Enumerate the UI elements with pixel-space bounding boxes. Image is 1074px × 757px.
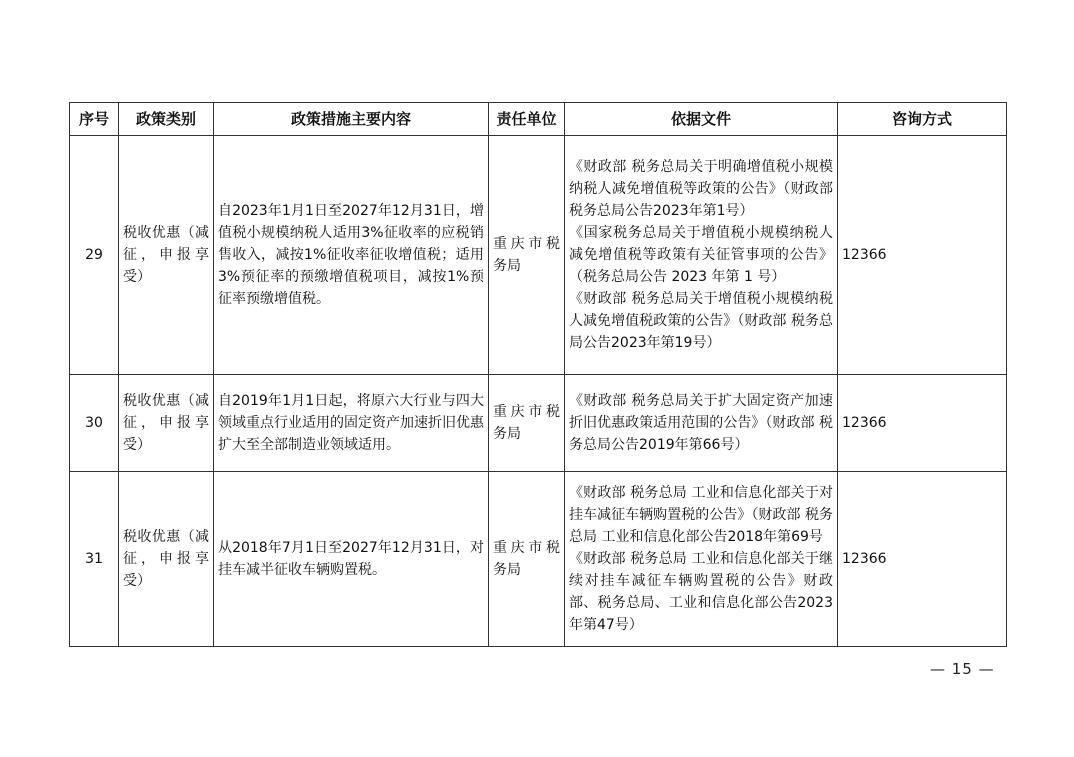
basis-document: 《财政部 税务总局 工业和信息化部关于对挂车减征车辆购置税的公告》（财政部 税务总局 工业和信息化部公告2018年第69号 [569,485,833,545]
policy-table [69,102,1007,647]
responsible-unit: 重庆市税务局 [489,136,565,375]
policy-content: 自2019年1月1日起，将原六大行业与四大领域重点行业适用的固定资产加速折旧优惠扩大至全部制造业领域适用。 [214,375,489,472]
header-content: 政策措施主要内容 [214,103,489,136]
row-number: 31 [70,472,119,647]
row-number: 30 [70,375,119,472]
table-header-row [70,103,1007,136]
policy-category: 税收优惠（减征，申报享受） [119,375,214,472]
policy-category: 税收优惠（减征，申报享受） [119,472,214,647]
basis-document: 《财政部 税务总局关于增值税小规模纳税人减免增值税政策的公告》（财政部 税务总局公告2023年第19号） [569,291,833,351]
header-category: 政策类别 [119,103,214,136]
contact-method: 12366 [838,375,1007,472]
row-number: 29 [70,136,119,375]
basis-document: 《财政部 税务总局 工业和信息化部关于继续对挂车减征车辆购置税的公告》财政部、税务总局、工业和信息化部公告2023年第47号） [569,551,833,633]
basis-documents [565,136,838,375]
policy-category: 税收优惠（减征，申报享受） [119,136,214,375]
policy-content: 从2018年7月1日至2027年12月31日，对挂车减半征收车辆购置税。 [214,472,489,647]
page-number: — 15 — [930,660,995,678]
basis-document: 《财政部 税务总局关于扩大固定资产加速折旧优惠政策适用范围的公告》（财政部 税务总局公告2019年第66号） [569,393,833,453]
basis-documents [565,472,838,647]
basis-documents [565,375,838,472]
contact-method: 12366 [838,472,1007,647]
table-row [70,472,1007,647]
header-unit: 责任单位 [489,103,565,136]
table-row [70,136,1007,375]
contact-method: 12366 [838,136,1007,375]
basis-document: 《国家税务总局关于增值税小规模纳税人减免增值税等政策有关征管事项的公告》（税务总局公告 2023 年第 1 号） [569,225,833,285]
basis-document: 《财政部 税务总局关于明确增值税小规模纳税人减免增值税等政策的公告》（财政部 税务总局公告2023年第1号） [569,159,833,219]
table-row [70,375,1007,472]
header-documents: 依据文件 [565,103,838,136]
responsible-unit: 重庆市税务局 [489,375,565,472]
header-no: 序号 [70,103,119,136]
policy-content: 自2023年1月1日至2027年12月31日，增值税小规模纳税人适用3%征收率的应税销售收入，减按1%征收率征收增值税；适用3%预征率的预缴增值税项目，减按1%预征率预缴增值税。 [214,136,489,375]
header-contact: 咨询方式 [838,103,1007,136]
responsible-unit: 重庆市税务局 [489,472,565,647]
